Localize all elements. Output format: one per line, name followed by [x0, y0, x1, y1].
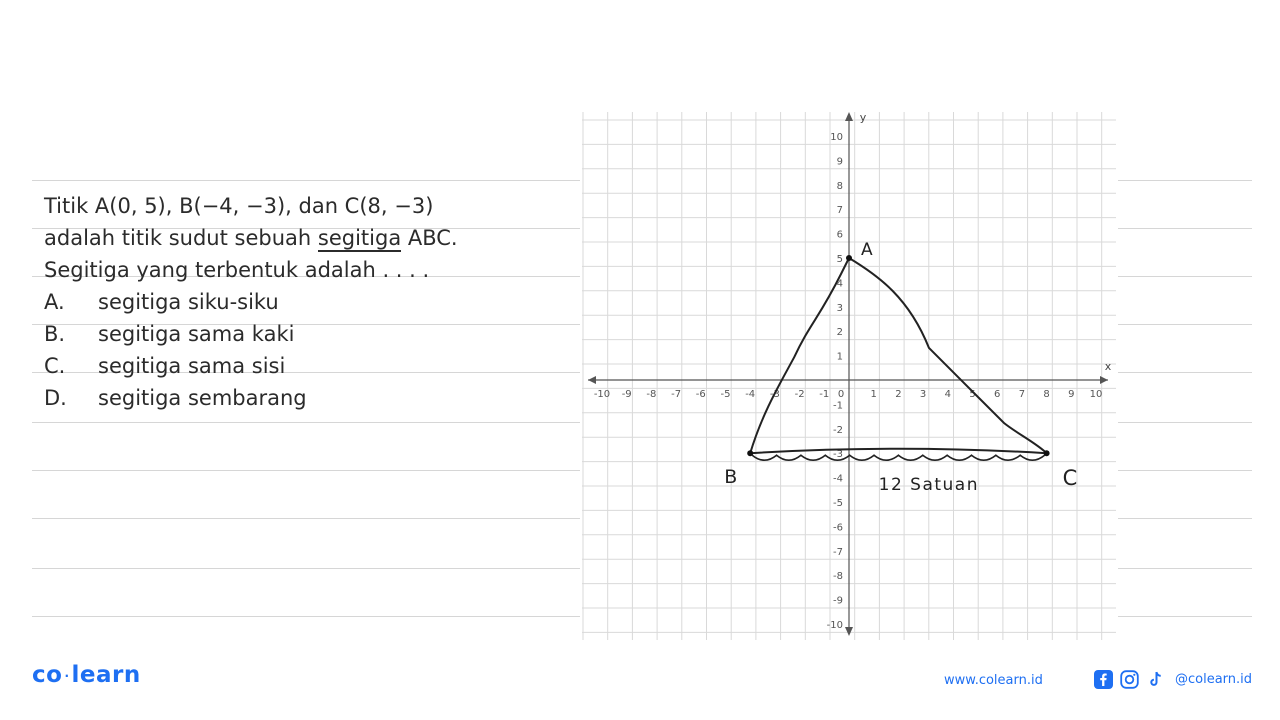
y-tick-label: -7: [833, 546, 843, 558]
ruled-line: [32, 616, 580, 617]
y-tick-label: -6: [833, 522, 843, 534]
question-block: [44, 190, 514, 414]
x-tick-label: 8: [1043, 389, 1050, 400]
website-link[interactable]: www.colearn.id: [944, 673, 1043, 688]
facebook-icon[interactable]: [1094, 670, 1113, 689]
y-tick-label: -3: [833, 449, 843, 461]
x-tick-label: 6: [994, 389, 1001, 400]
tick-labels: [594, 132, 1103, 631]
y-tick-label: 10: [830, 132, 843, 143]
point-c: [1044, 450, 1050, 456]
option-b: B. segitiga sama kaki: [44, 322, 295, 346]
coordinate-graph: [580, 108, 1120, 644]
unit-marks-bc: [752, 455, 1044, 460]
social-links: [1094, 670, 1252, 689]
social-handle[interactable]: @colearn.id: [1175, 672, 1253, 687]
option-c: C. segitiga sama sisi: [44, 354, 286, 378]
y-tick-label: 4: [836, 278, 843, 290]
x-tick-label: 4: [944, 389, 951, 400]
side-bc: [750, 449, 1046, 454]
y-tick-label: -10: [826, 620, 843, 631]
ruled-line: [1118, 228, 1252, 229]
label-c: C: [1062, 466, 1078, 491]
ruled-line: [1118, 568, 1252, 569]
y-tick-label: 1: [836, 351, 843, 363]
y-tick-label: -9: [833, 595, 843, 607]
x-tick-label: -1: [819, 389, 830, 400]
ruled-line: [32, 470, 580, 471]
colearn-logo: co ·learn: [32, 662, 141, 688]
y-axis-arrow-top: [845, 112, 853, 121]
y-axis-arrow-bottom: [845, 627, 853, 636]
point-b: [747, 450, 753, 456]
x-tick-label: -9: [621, 389, 632, 400]
point-a: [846, 255, 852, 261]
x-tick-label: -2: [794, 389, 805, 400]
x-tick-label: 1: [870, 389, 877, 400]
x-tick-label: 7: [1018, 389, 1026, 400]
x-tick-label: -5: [720, 389, 731, 400]
y-tick-label: -1: [833, 400, 843, 412]
x-tick-label: 3: [919, 389, 927, 400]
ruled-line: [1118, 372, 1252, 373]
y-tick-label: -2: [833, 424, 843, 436]
option-d: D. segitiga sembarang: [44, 386, 307, 410]
points-text: A(0, 5), B(−4, −3), dan C(8, −3): [94, 194, 434, 218]
label-a: A: [861, 240, 873, 260]
ruled-line: [1118, 422, 1252, 423]
x-tick-label: 2: [895, 389, 902, 400]
ruled-line: [32, 422, 580, 423]
x-tick-label: -4: [745, 389, 756, 400]
question-line-3: Segitiga yang terbentuk adalah . . . .: [44, 258, 430, 282]
ruled-line: [1118, 276, 1252, 277]
x-axis-arrow-right: [1100, 376, 1108, 384]
x-tick-label: -7: [671, 389, 682, 400]
ruled-line: [1118, 518, 1252, 519]
ruled-line: [1118, 180, 1252, 181]
y-tick-label: -4: [833, 473, 843, 485]
ruled-line: [32, 568, 580, 569]
y-tick-label: -5: [833, 498, 843, 509]
annotation-12-satuan: 12 Satuan: [878, 474, 980, 495]
question-line-2: adalah titik sudut sebuah segitiga ABC.: [44, 226, 458, 250]
x-tick-label: 5: [969, 389, 976, 400]
y-tick-label: 2: [836, 327, 843, 339]
triangle-abc: [747, 255, 1049, 460]
x-axis-label: x: [1104, 360, 1112, 373]
y-tick-label: 8: [836, 180, 843, 192]
y-tick-label: 9: [836, 156, 843, 168]
side-ac: [849, 258, 1050, 453]
option-a: A. segitiga siku-siku: [44, 290, 279, 314]
ruled-line: [32, 518, 580, 519]
x-tick-label: -6: [695, 389, 706, 400]
x-tick-label: -10: [593, 389, 611, 400]
y-tick-label: 6: [836, 229, 843, 241]
x-tick-label: 9: [1068, 389, 1075, 400]
tiktok-icon[interactable]: [1146, 670, 1165, 689]
y-tick-label: -8: [833, 571, 843, 583]
question-line-1: Titik A(0, 5), B(−4, −3), dan C(8, −3): [44, 194, 434, 218]
x-axis-arrow-left: [588, 376, 596, 384]
ruled-line: [1118, 324, 1252, 325]
y-tick-label: 7: [836, 205, 843, 217]
ruled-line: [32, 180, 580, 181]
instagram-icon[interactable]: [1120, 670, 1139, 689]
x-tick-label: 10: [1089, 389, 1103, 400]
underlined-word: segitiga: [317, 226, 402, 250]
label-b: B: [724, 466, 738, 489]
ruled-line: [1118, 616, 1252, 617]
x-tick-label: 0: [837, 389, 845, 400]
y-tick-label: 3: [836, 302, 843, 314]
axes: [588, 111, 1112, 636]
x-tick-label: -8: [646, 389, 657, 400]
x-tick-label: -3: [769, 389, 780, 400]
ruled-line: [1118, 470, 1252, 471]
y-axis-label: y: [859, 111, 867, 124]
y-tick-label: 5: [836, 254, 843, 265]
